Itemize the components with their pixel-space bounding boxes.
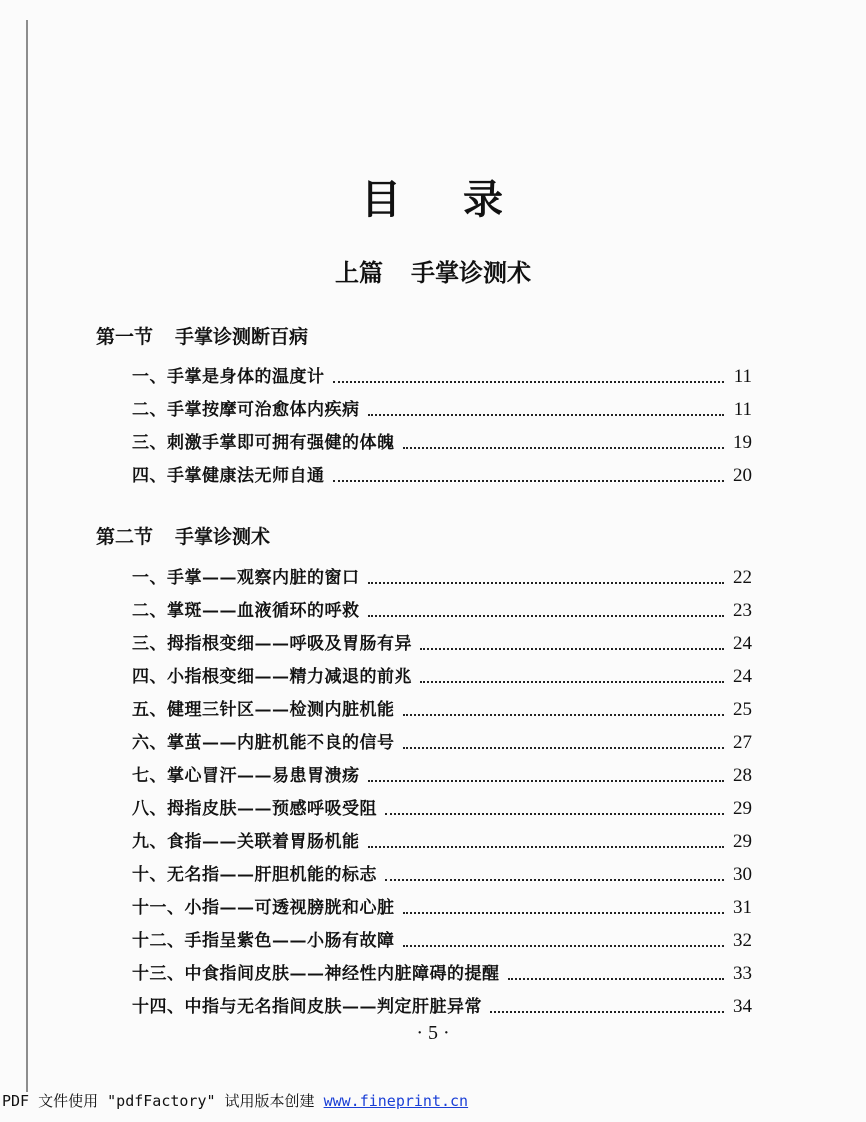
leader-dots [403,945,725,947]
toc-entry-page: 11 [733,366,752,387]
toc-entry-label: 十三、中食指间皮肤——神经性内脏障碍的提醒 [132,964,500,984]
toc-entry-label: 三、刺激手掌即可拥有强健的体魄 [132,433,395,453]
toc-entry[interactable] [132,457,752,487]
toc-entry-page: 24 [733,633,752,654]
toc-entry-page: 28 [733,765,752,786]
toc-title-right: 录 [463,177,505,223]
pdf-watermark-footer [2,1090,468,1111]
toc-entry-label: 六、掌茧——内脏机能不良的信号 [132,733,395,753]
leader-dots [368,615,725,617]
toc-entry[interactable] [132,625,752,655]
leader-dots [368,780,725,782]
toc-title [0,168,866,225]
leader-dots [333,480,725,482]
toc-entry[interactable] [132,424,752,454]
part-subtitle: 手掌诊测术 [411,259,531,287]
toc-entry-page: 30 [733,864,752,885]
leader-dots [403,447,725,449]
toc-entry[interactable] [132,592,752,622]
toc-entry-page: 22 [733,567,752,588]
toc-entry-page: 11 [733,399,752,420]
toc-entry-page: 33 [733,963,752,984]
footer-link[interactable]: www.fineprint.cn [323,1092,469,1110]
section-title: 手掌诊测断百病 [175,326,309,348]
leader-dots [420,681,724,683]
section-title: 手掌诊测术 [175,526,271,548]
toc-entry-label: 三、拇指根变细——呼吸及胃肠有异 [132,634,412,654]
toc-entry[interactable] [132,391,752,421]
toc-entry-label: 十、无名指——肝胆机能的标志 [132,865,377,885]
toc-entry-page: 29 [733,798,752,819]
leader-dots [403,912,725,914]
leader-dots [368,414,725,416]
toc-entry[interactable] [132,823,752,853]
toc-entry[interactable] [132,757,752,787]
toc-entry[interactable] [132,724,752,754]
toc-entry[interactable] [132,889,752,919]
leader-dots [333,381,725,383]
toc-entry[interactable] [132,358,752,388]
toc-entry-page: 20 [733,465,752,486]
toc-entry-label: 五、健理三针区——检测内脏机能 [132,700,395,720]
leader-dots [403,714,725,716]
footer-text: PDF 文件使用 "pdfFactory" 试用版本创建 [2,1092,324,1110]
page-number: · 5 · [416,1022,450,1044]
toc-entry[interactable] [132,559,752,589]
toc-entry-label: 十一、小指——可透视膀胱和心脏 [132,898,395,918]
section-number: 第二节 [96,526,154,548]
leader-dots [385,879,724,881]
toc-entry-label: 一、手掌——观察内脏的窗口 [132,568,360,588]
toc-entry-label: 八、拇指皮肤——预感呼吸受阻 [132,799,377,819]
toc-entry-page: 27 [733,732,752,753]
section-heading-2 [96,522,270,549]
toc-entry[interactable] [132,988,752,1018]
toc-entry-label: 四、小指根变细——精力减退的前兆 [132,667,412,687]
section-heading-1 [96,322,308,349]
toc-entry[interactable] [132,922,752,952]
toc-entry-page: 24 [733,666,752,687]
section-number: 第一节 [96,326,154,348]
toc-entry-label: 九、食指——关联着胃肠机能 [132,832,360,852]
toc-entry[interactable] [132,691,752,721]
toc-entry-label: 十四、中指与无名指间皮肤——判定肝脏异常 [132,997,482,1017]
leader-dots [368,582,725,584]
toc-entry[interactable] [132,856,752,886]
toc-entry-label: 七、掌心冒汗——易患胃溃疡 [132,766,360,786]
toc-entry-page: 34 [733,996,752,1017]
toc-entry-page: 19 [733,432,752,453]
leader-dots [385,813,724,815]
leader-dots [403,747,725,749]
toc-entry[interactable] [132,955,752,985]
part-name: 上篇 [335,259,383,287]
toc-entry-page: 31 [733,897,752,918]
leader-dots [420,648,724,650]
toc-entry-label: 二、掌斑——血液循环的呼救 [132,601,360,621]
toc-entry[interactable] [132,658,752,688]
part-heading [0,253,866,288]
toc-entry-page: 29 [733,831,752,852]
leader-dots [368,846,725,848]
toc-entry[interactable] [132,790,752,820]
toc-entry-page: 23 [733,600,752,621]
toc-entry-label: 二、手掌按摩可治愈体内疾病 [132,400,360,420]
leader-dots [508,978,725,980]
leader-dots [490,1011,724,1013]
toc-entry-label: 四、手掌健康法无师自通 [132,466,325,486]
toc-title-left: 目 [361,177,403,223]
toc-entry-page: 25 [733,699,752,720]
toc-entry-label: 十二、手指呈紫色——小肠有故障 [132,931,395,951]
toc-entry-label: 一、手掌是身体的温度计 [132,367,325,387]
toc-entry-page: 32 [733,930,752,951]
